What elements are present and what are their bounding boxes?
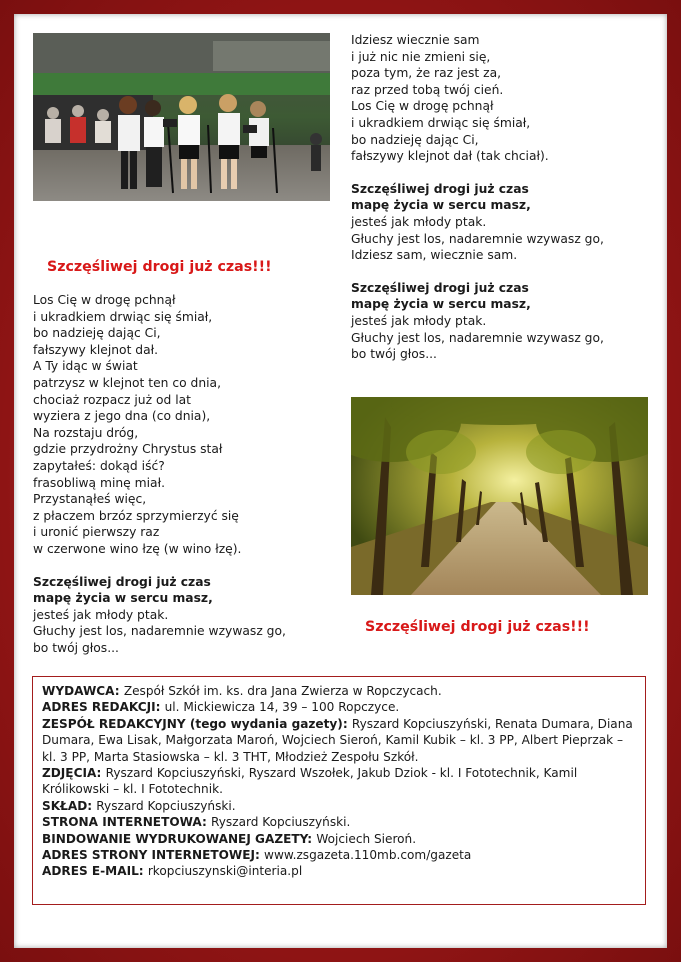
lyric-line: raz przed tobą twój cień.: [351, 82, 504, 97]
info-value: Ryszard Kopciuszyński, Ryszard Wszołek, Jakub Dziok - kl. I Fototechnik, Kamil Królikowski – kl. I Fototechnik.: [42, 766, 578, 797]
info-value: Wojciech Sieroń.: [316, 831, 417, 846]
lyric-line: i już nic nie zmieni się,: [351, 49, 491, 64]
lyric-line: Głuchy jest los, nadaremnie wzywasz go,: [351, 330, 604, 345]
lyric-line: jesteś jak młody ptak.: [351, 313, 487, 328]
info-value: ul. Mickiewicza 14, 39 – 100 Ropczyce.: [164, 700, 400, 715]
chorus-line: mapę życia w sercu masz,: [351, 297, 531, 312]
info-label: ZESPÓŁ REDAKCYJNY (tego wydania gazety):: [42, 716, 352, 731]
lyric-line: patrzysz w klejnot ten co dnia,: [33, 375, 221, 390]
info-value: Ryszard Kopciuszyński.: [96, 798, 236, 813]
info-value: Ryszard Kopciuszyński, Renata Dumara, Diana Dumara, Ewa Lisak, Małgorzata Maroń, Wojciech Sieroń, Kamil Kubik – kl. 3 PP, Albert Pieprzak – kl. 3 PP, Marta Stasiowska – kl. 3 THT, Młodzież Zespołu Szkół.: [42, 716, 633, 764]
lyric-line: fałszywy klejnot dał.: [33, 342, 159, 357]
lyric-line: Idziesz wiecznie sam: [351, 33, 480, 47]
lyric-line: zapytałeś: dokąd iść?: [33, 458, 165, 473]
song-title-left: Szczęśliwej drogi już czas!!!: [47, 259, 272, 275]
info-label: STRONA INTERNETOWA:: [42, 815, 212, 830]
newsletter-page: [14, 14, 667, 948]
editorial-info-box: [32, 676, 646, 905]
info-label: ADRES E-MAIL:: [42, 864, 148, 879]
info-label: SKŁAD:: [42, 798, 97, 813]
lyric-line: i uronić pierwszy raz: [33, 525, 160, 540]
info-value: Ryszard Kopciuszyński.: [211, 815, 351, 830]
lyric-line: chociaż rozpacz już od lat: [33, 392, 191, 407]
chorus-line: Szczęśliwej drogi już czas: [33, 574, 211, 589]
info-row: [42, 765, 635, 798]
info-row: [42, 847, 635, 863]
info-label: ZDJĘCIA:: [42, 766, 106, 781]
info-row: [42, 798, 635, 814]
lyric-line: frasobliwą minę miał.: [33, 475, 165, 490]
lyric-line: Głuchy jest los, nadaremnie wzywasz go,: [351, 231, 604, 246]
info-row: [42, 814, 635, 830]
lyric-line: Przystanąłeś więc,: [33, 492, 147, 507]
stanza-gap: [33, 558, 286, 574]
lyrics-right-column: [351, 32, 604, 363]
lyric-line: jesteś jak młody ptak.: [33, 607, 169, 622]
info-label: ADRES STRONY INTERNETOWEJ:: [42, 848, 265, 863]
info-row: [42, 683, 635, 699]
lyric-line: i ukradkiem drwiąc się śmiał,: [351, 115, 531, 130]
lyric-line: A Ty idąc w świat: [33, 359, 138, 374]
chorus-line: mapę życia w sercu masz,: [351, 198, 531, 213]
lyric-line: gdzie przydrożny Chrystus stał: [33, 442, 223, 457]
lyric-line: Na rozstaju dróg,: [33, 425, 139, 440]
stanza-gap: [351, 264, 604, 280]
chorus-line: mapę życia w sercu masz,: [33, 591, 213, 606]
lyric-line: Idziesz sam, wiecznie sam.: [351, 248, 518, 263]
stanza-gap: [351, 165, 604, 181]
lyric-line: jesteś jak młody ptak.: [351, 214, 487, 229]
lyric-line: bo twój głos...: [33, 640, 119, 655]
lyric-line: fałszywy klejnot dał (tak chciał).: [351, 149, 549, 164]
info-value[interactable]: rkopciuszynski@interia.pl: [147, 864, 303, 879]
lyric-line: w czerwone wino łzę (w wino łzę).: [33, 541, 242, 556]
info-label: BINDOWANIE WYDRUKOWANEJ GAZETY:: [42, 831, 317, 846]
concert-photo: [33, 33, 330, 201]
chorus-line: Szczęśliwej drogi już czas: [351, 181, 529, 196]
info-label: WYDAWCA:: [42, 684, 124, 698]
tree-alley-photo: [351, 397, 648, 595]
song-title-right: Szczęśliwej drogi już czas!!!: [365, 619, 590, 635]
chorus-line: Szczęśliwej drogi już czas: [351, 280, 529, 295]
lyric-line: wyziera z jego dna (co dnia),: [33, 409, 211, 424]
info-row: [42, 716, 635, 765]
info-row: [42, 863, 635, 879]
lyric-line: Los Cię w drogę pchnął: [33, 293, 176, 307]
lyric-line: Los Cię w drogę pchnął: [351, 99, 494, 114]
lyric-line: bo nadzieję dając Ci,: [351, 132, 479, 147]
lyrics-left-column: [33, 292, 286, 656]
info-value[interactable]: www.zsgazeta.110mb.com/gazeta: [264, 848, 472, 863]
lyric-line: poza tym, że raz jest za,: [351, 66, 502, 81]
info-row: [42, 831, 635, 847]
info-label: ADRES REDAKCJI:: [42, 700, 165, 715]
lyric-line: bo twój głos...: [351, 347, 437, 362]
lyric-line: z płaczem brzóz sprzymierzyć się: [33, 508, 239, 523]
lyric-line: i ukradkiem drwiąc się śmiał,: [33, 309, 213, 324]
lyric-line: Głuchy jest los, nadaremnie wzywasz go,: [33, 624, 286, 639]
info-value: Zespół Szkół im. ks. dra Jana Zwierza w Ropczycach.: [123, 684, 442, 698]
lyric-line: bo nadzieję dając Ci,: [33, 326, 161, 341]
info-row: [42, 699, 635, 715]
